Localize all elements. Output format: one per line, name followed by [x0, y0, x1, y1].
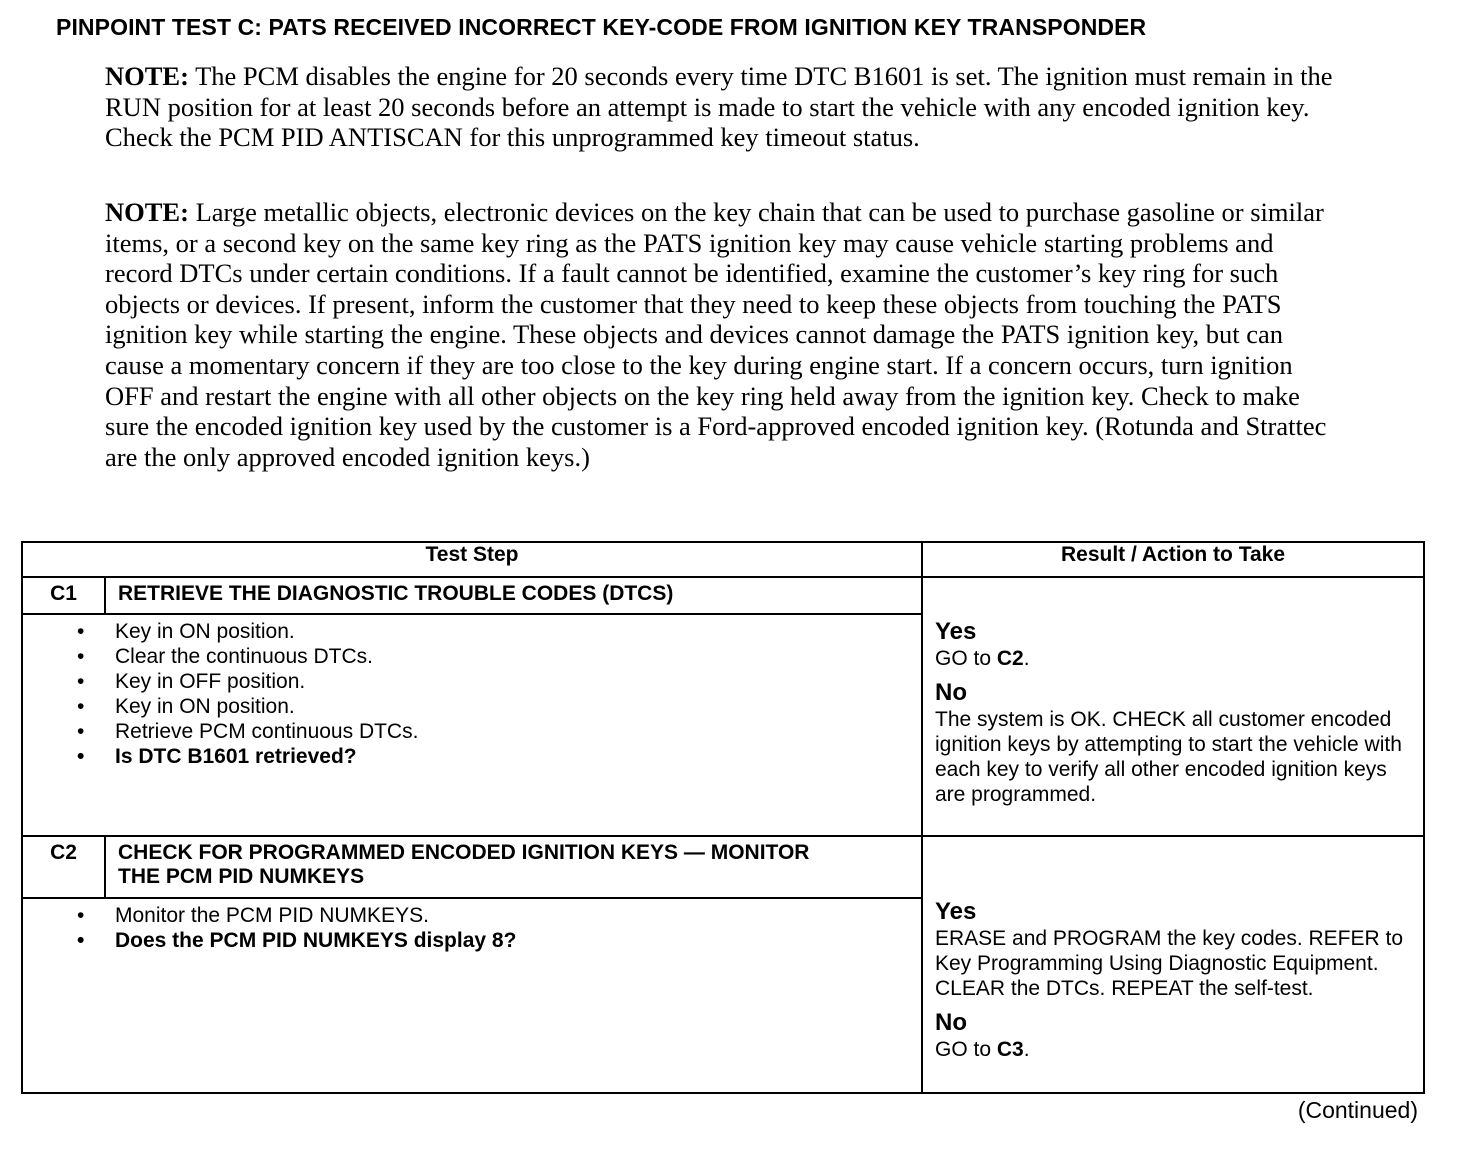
step-number: C1 — [22, 577, 105, 614]
no-label: No — [935, 1009, 967, 1036]
page-title: PINPOINT TEST C: PATS RECEIVED INCORRECT KEY-CODE FROM IGNITION KEY TRANSPONDER — [56, 14, 1147, 40]
instruction-item: • Key in ON position. — [115, 619, 921, 644]
note-label: NOTE: — [105, 61, 189, 91]
note-engine-disable — [105, 61, 1345, 153]
step-c1-title-row — [22, 577, 1424, 614]
note-key-ring-objects — [105, 197, 1345, 472]
step-c2-instructions — [22, 898, 922, 1093]
note-text: Large metallic objects, electronic devices on the key chain that can be used to purchase gasoline or similar items, or a second key on the same key ring as the PATS ignition key may cause vehicle starting problems and record DTCs under certain conditions. If a fault cannot be identified, examine the customer’s key ring for such objects or devices. If present, inform the customer that they need to keep these objects from touching the PATS ignition key while starting the engine. These objects and devices cannot damage the PATS ignition key, but can cause a momentary concern if they are too close to the key during engine start. If a concern occurs, turn ignition OFF and restart the engine with all other objects on the key ring held away from the ignition key. Check to make sure the encoded ignition key used by the customer is a Ford-approved encoded ignition key. (Rotunda and Strattec are the only approved encoded ignition keys.) — [105, 197, 1327, 472]
no-action: The system is OK. CHECK all customer encoded ignition keys by attempting to start the vehicle with each key to verify all other encoded ignition keys are programmed. — [935, 708, 1402, 806]
step-reference: C3 — [996, 1038, 1024, 1061]
yes-label: Yes — [935, 898, 977, 925]
step-c1-result — [922, 577, 1424, 836]
no-action: GO to C3. — [935, 1038, 1030, 1061]
no-label: No — [935, 679, 967, 706]
step-c2-result — [922, 836, 1424, 1093]
instruction-item: • Monitor the PCM PID NUMKEYS. — [115, 903, 921, 928]
instruction-item: • Key in OFF position. — [115, 669, 921, 694]
header-test-step: Test Step — [22, 542, 922, 577]
continued-label: (Continued) — [1297, 1097, 1418, 1123]
step-title: CHECK FOR PROGRAMMED ENCODED IGNITION KEYS — MONITOR THE PCM PID NUMKEYS — [105, 836, 922, 898]
note-text: The PCM disables the engine for 20 seconds every time DTC B1601 is set. The ignition must remain in the RUN position for at least 20 seconds before an attempt is made to start the vehicle with any encoded ignition key. Check the PCM PID ANTISCAN for this unprogrammed key timeout status. — [105, 61, 1333, 153]
pinpoint-test-table — [21, 541, 1425, 1094]
step-number: C2 — [22, 836, 105, 898]
step-reference: C2 — [996, 647, 1024, 670]
instruction-list — [115, 619, 921, 769]
table-header-row — [22, 542, 1424, 577]
note-label: NOTE: — [105, 197, 189, 227]
instruction-item: • Clear the continuous DTCs. — [115, 644, 921, 669]
header-result-action: Result / Action to Take — [922, 542, 1424, 577]
yes-action: ERASE and PROGRAM the key codes. REFER to Key Programming Using Diagnostic Equipment. CLEAR the DTCs. REPEAT the self-test. — [935, 927, 1404, 1000]
step-c2-title-row — [22, 836, 1424, 898]
instruction-item: • Retrieve PCM continuous DTCs. — [115, 719, 921, 744]
instruction-question: • Does the PCM PID NUMKEYS display 8? — [115, 928, 921, 953]
yes-action: GO to C2. — [935, 647, 1030, 670]
instruction-question: • Is DTC B1601 retrieved? — [115, 744, 921, 769]
instruction-list — [115, 903, 921, 953]
step-title: RETRIEVE THE DIAGNOSTIC TROUBLE CODES (DTCS) — [105, 577, 922, 614]
yes-label: Yes — [935, 618, 977, 645]
instruction-item: • Key in ON position. — [115, 694, 921, 719]
step-c1-instructions — [22, 614, 922, 836]
